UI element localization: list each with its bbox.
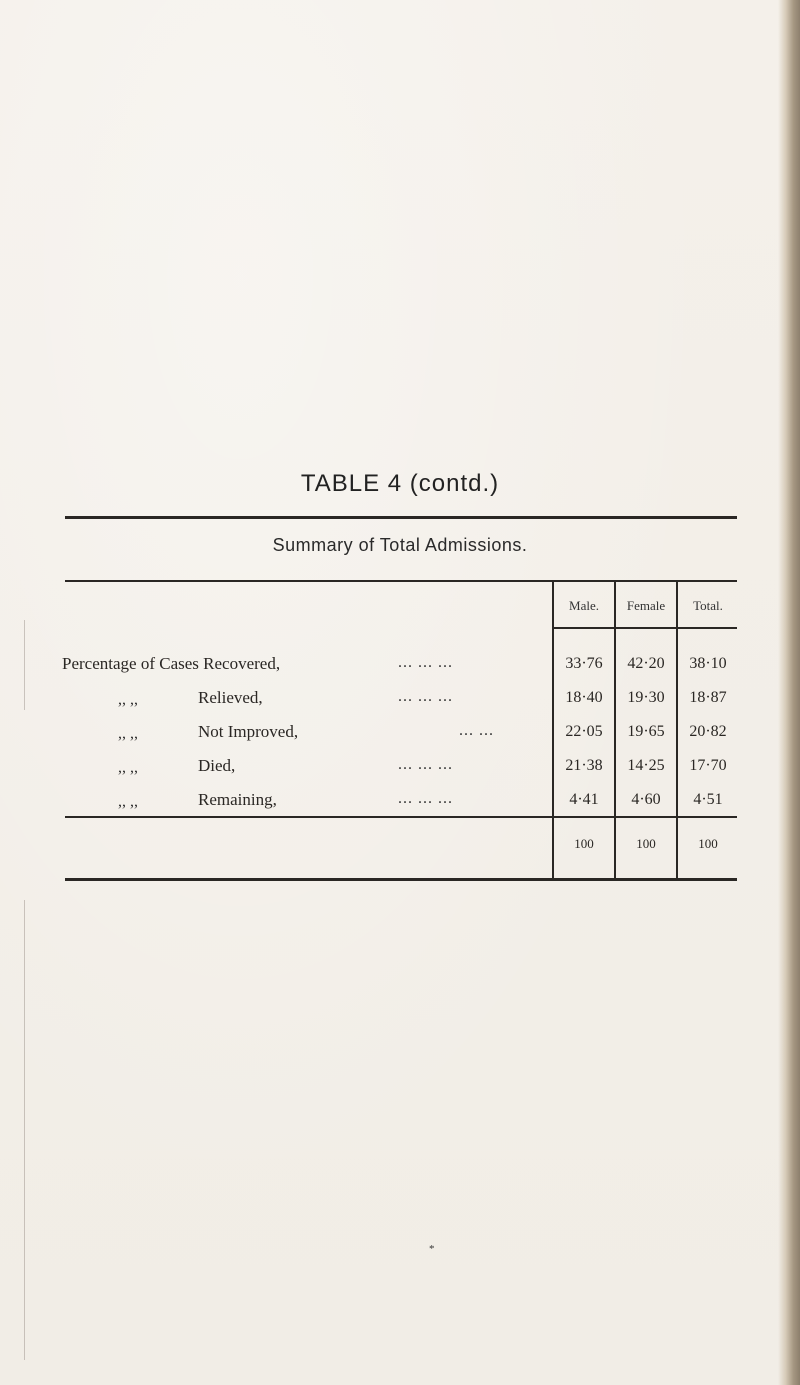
row-leaders: ... ... ...: [398, 688, 453, 705]
row-leaders: ... ... ...: [398, 790, 453, 807]
title-rule: [65, 516, 737, 519]
cell-male-total: 100: [574, 836, 594, 851]
page-edge-shadow: [778, 0, 800, 1385]
totals-rule: [65, 816, 737, 818]
cell-total-remaining: 4·51: [693, 791, 723, 808]
cell-total-died: 17·70: [689, 757, 727, 774]
row-leaders: ... ... ...: [398, 654, 453, 671]
row-label-recovered: Percentage of Cases Recovered,: [62, 654, 281, 673]
cell-total-relieved: 18·87: [689, 689, 727, 706]
cell-total-not-improved: 20·82: [689, 723, 727, 740]
ditto-marks: ,, ,,: [118, 793, 138, 810]
row-leaders: ... ...: [459, 722, 494, 739]
cell-female-remaining: 4·60: [631, 791, 661, 808]
row-label-died: Died,: [198, 756, 236, 775]
cell-male-died: 21·38: [565, 757, 603, 774]
cell-male-not-improved: 22·05: [565, 723, 603, 740]
cell-total-total: 100: [698, 836, 718, 851]
cell-female-relieved: 19·30: [627, 689, 665, 706]
table-subtitle: Summary of Total Admissions.: [272, 535, 528, 555]
row-label-remaining: Remaining,: [198, 790, 277, 809]
cell-female-died: 14·25: [627, 757, 665, 774]
column-header-total: Total.: [693, 598, 723, 613]
table-title: TABLE 4 (contd.): [300, 470, 500, 497]
stray-mark: *: [429, 1243, 435, 1255]
cell-female-total: 100: [636, 836, 656, 851]
column-header-male: Male.: [569, 598, 599, 613]
header-underline: [553, 627, 737, 629]
column-header-female: Female: [626, 598, 666, 613]
row-label-not-improved: Not Improved,: [198, 722, 299, 741]
ditto-marks: ,, ,,: [118, 725, 138, 742]
ditto-marks: ,, ,,: [118, 691, 138, 708]
ditto-marks: ,, ,,: [118, 759, 138, 776]
table-bottom-rule: [65, 878, 737, 881]
table-top-rule: [65, 580, 737, 582]
cell-male-recovered: 33·76: [565, 655, 603, 672]
margin-mark: [24, 900, 25, 1360]
row-label-relieved: Relieved,: [198, 688, 263, 707]
margin-mark: [24, 620, 25, 710]
cell-female-recovered: 42·20: [627, 655, 665, 672]
cell-total-recovered: 38·10: [689, 655, 727, 672]
cell-male-relieved: 18·40: [565, 689, 603, 706]
cell-male-remaining: 4·41: [569, 791, 599, 808]
cell-female-not-improved: 19·65: [627, 723, 665, 740]
row-leaders: ... ... ...: [398, 756, 453, 773]
